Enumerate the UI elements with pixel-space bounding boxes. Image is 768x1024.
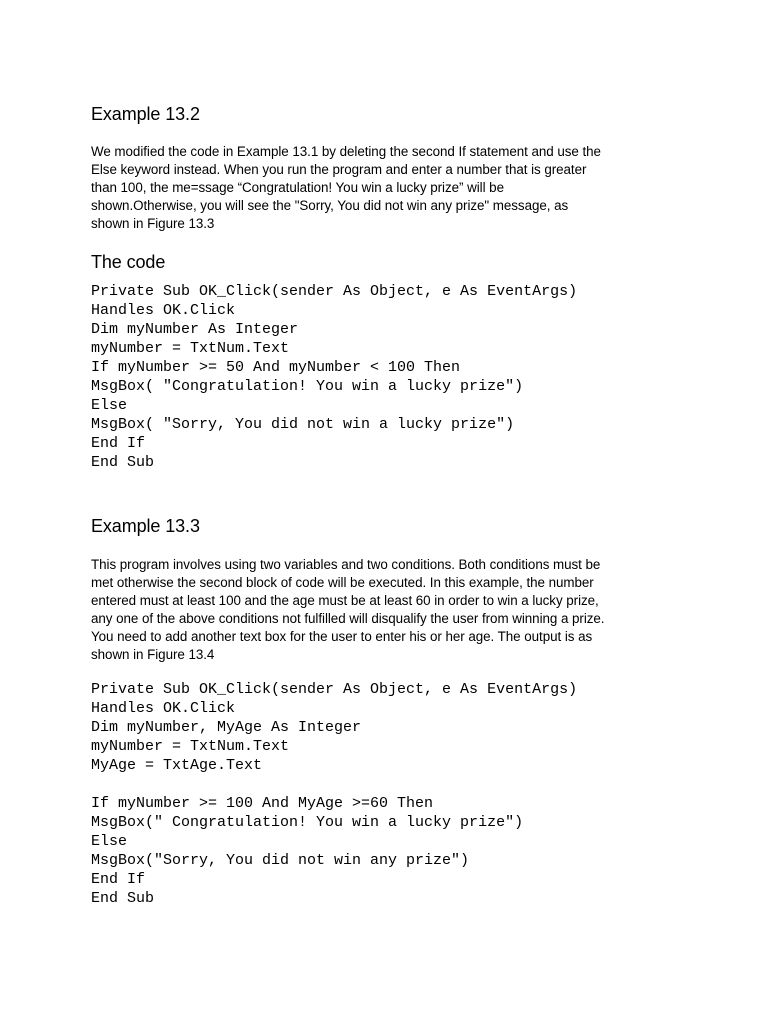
paragraph-line: shown in Figure 13.4 (91, 647, 215, 662)
paragraph-line: Else keyword instead. When you run the program and enter a number that is greater (91, 162, 587, 177)
example-13-2-heading: Example 13.2 (91, 104, 200, 124)
example-13-3-description (91, 556, 681, 664)
code-line: Private Sub OK_Click(sender As Object, e As EventArgs) (91, 681, 578, 698)
code-line (91, 775, 577, 794)
code-line: Handles OK.Click (91, 302, 236, 319)
code-line: Handles OK.Click (91, 700, 236, 717)
paragraph-line: than 100, the me=ssage “Congratulation! You win a lucky prize” will be (91, 180, 504, 195)
code-line: Else (91, 397, 128, 414)
paragraph-line: shown.Otherwise, you will see the "Sorry, You did not win any prize" message, as (91, 198, 569, 213)
code-line: Private Sub OK_Click(sender As Object, e As EventArgs) (91, 283, 578, 300)
code-line: Dim myNumber As Integer (91, 321, 299, 338)
example-13-3-heading: Example 13.3 (91, 516, 200, 536)
code-heading: The code (91, 252, 166, 272)
code-line: MsgBox( "Sorry, You did not win a lucky prize") (91, 416, 515, 433)
code-line: End If (91, 871, 146, 888)
paragraph-line: entered must at least 100 and the age must be at least 60 in order to win a lucky prize, (91, 593, 599, 608)
code-line: End Sub (91, 454, 155, 471)
code-line: MsgBox(" Congratulation! You win a lucky prize") (91, 814, 524, 831)
code-line: Else (91, 833, 128, 850)
example-13-2-description (91, 143, 681, 233)
paragraph-line: This program involves using two variables and two conditions. Both conditions must be (91, 557, 601, 572)
code-line: End If (91, 435, 146, 452)
code-line: myNumber = TxtNum.Text (91, 340, 290, 357)
example-13-2-code-block (91, 282, 577, 472)
code-line: Dim myNumber, MyAge As Integer (91, 719, 362, 736)
code-line: If myNumber >= 100 And MyAge >=60 Then (91, 795, 434, 812)
paragraph-line: met otherwise the second block of code will be executed. In this example, the number (91, 575, 594, 590)
example-13-3-code-block (91, 680, 577, 908)
paragraph-line: We modified the code in Example 13.1 by deleting the second If statement and use the (91, 144, 601, 159)
code-line: MyAge = TxtAge.Text (91, 757, 263, 774)
code-line: End Sub (91, 890, 155, 907)
code-line: myNumber = TxtNum.Text (91, 738, 290, 755)
code-line: MsgBox("Sorry, You did not win any prize") (91, 852, 470, 869)
paragraph-line: shown in Figure 13.3 (91, 216, 215, 231)
paragraph-line: any one of the above conditions not fulfilled will disqualify the user from winning a prize. (91, 611, 605, 626)
paragraph-line: You need to add another text box for the user to enter his or her age. The output is as (91, 629, 593, 644)
code-line: If myNumber >= 50 And myNumber < 100 Then (91, 359, 461, 376)
code-line: MsgBox( "Congratulation! You win a lucky prize") (91, 378, 524, 395)
